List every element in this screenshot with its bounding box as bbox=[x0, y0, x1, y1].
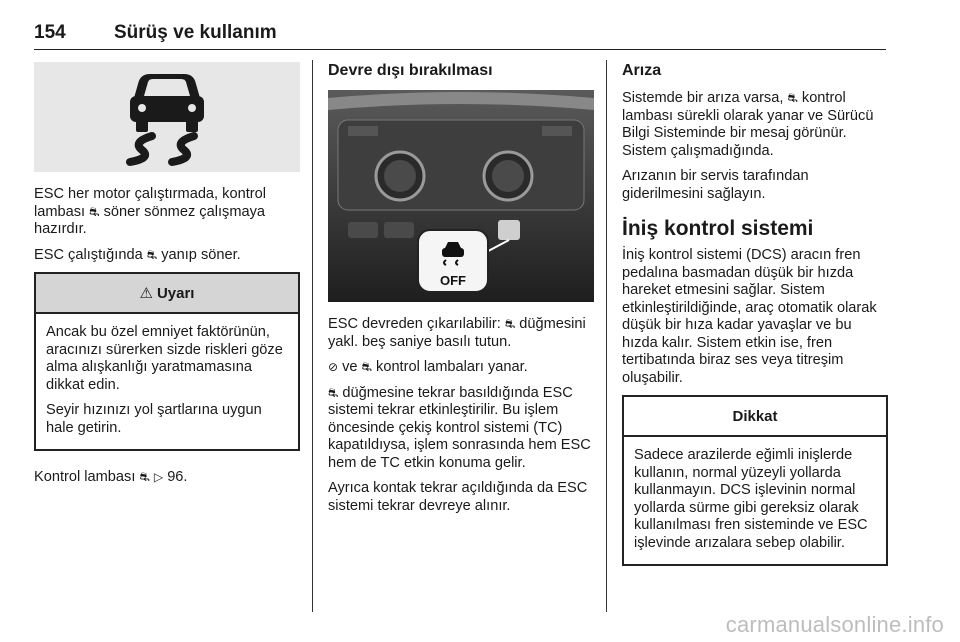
paragraph-fault: Sistemde bir arıza varsa, ⛐ kontrol lambası sürekli olarak yanar ve Sürücü Bilgi Sisteminde bir mesaj görünür. Sistem çalışmadığında. bbox=[622, 90, 874, 159]
page-number: 154 bbox=[34, 22, 66, 43]
tc-off-icon: ⊘ bbox=[328, 360, 339, 374]
heading-fault: Arıza bbox=[622, 62, 662, 79]
column-2 bbox=[328, 62, 594, 523]
caution-box bbox=[622, 395, 888, 566]
esc-indicator-icon: ⛐ bbox=[139, 470, 150, 484]
esc-off-icon: ⛐ bbox=[361, 360, 372, 374]
console-image bbox=[328, 90, 594, 302]
warning-header: ⚠ Uyarı bbox=[36, 274, 298, 314]
esc-off-icon: ⛐ bbox=[328, 385, 339, 400]
paragraph-reactivate: ⛐ düğmesine tekrar basıldığında ESC sistemi tekrar etkinleştirilir. Bu işlem öncesinde çekiş kontrol sistemi (TC) kapatıldıysa, işlem sonrasında hem ESC hem de TC etkin konuma gelir. bbox=[328, 384, 591, 471]
page-reference-icon: ▷ bbox=[153, 470, 164, 484]
paragraph-lamps-on: ⊘ ve ⛐ kontrol lambaları yanar. bbox=[328, 359, 528, 375]
warning-text-1: Ancak bu özel emniyet faktörünün, aracınızı sürerken sizde riskleri göze alma alışkanlığı yaratmamasına dikkat edin. bbox=[46, 324, 283, 393]
paragraph-ignition: Ayrıca kontak tekrar açıldığında da ESC sistemi tekrar devreye alınır. bbox=[328, 480, 588, 514]
warning-body bbox=[36, 314, 298, 449]
warning-box bbox=[34, 272, 300, 451]
paragraph-esc-active: ESC çalıştığında ⛐ yanıp söner. bbox=[34, 246, 241, 263]
column-divider-2 bbox=[606, 60, 607, 612]
esc-off-icon: ⛐ bbox=[504, 317, 516, 331]
paragraph-control-lamp: Kontrol lambası ⛐ ▷ 96. bbox=[34, 469, 188, 485]
esc-indicator-icon: ⛐ bbox=[146, 247, 158, 262]
section-title: Sürüş ve kullanım bbox=[114, 22, 277, 43]
paragraph-dcs: İniş kontrol sistemi (DCS) aracın fren pedalına basmadan düşük bir hızda hareket etmesini sağlar. Sistem etkinleştirildiğinde, araç otomatik olarak düşük bir hıza kadar yavaşlar ve bu hızda kalır. Sistem etkin ise, fren tertibatında biraz ses veya titreşim oluşabilir. bbox=[622, 247, 877, 386]
paragraph-deactivate: ESC devreden çıkarılabilir: ⛐ düğmesini yakl. beş saniye basılı tutun. bbox=[328, 316, 586, 350]
heading-deactivation: Devre dışı bırakılması bbox=[328, 62, 493, 79]
esc-symbol-image bbox=[34, 62, 300, 172]
page-header bbox=[34, 10, 886, 50]
watermark: carmanualsonline.info bbox=[725, 612, 944, 637]
off-label: OFF bbox=[440, 273, 466, 288]
paragraph-service: Arızanın bir servis tarafından giderilmesini sağlayın. bbox=[622, 168, 809, 202]
caution-body bbox=[624, 437, 886, 564]
header-rule bbox=[34, 49, 886, 50]
caution-header: Dikkat bbox=[624, 397, 886, 437]
heading-descent-control: İniş kontrol sistemi bbox=[622, 217, 814, 240]
column-3 bbox=[622, 62, 888, 566]
esc-indicator-icon: ⛐ bbox=[89, 204, 100, 219]
esc-warning-icon bbox=[34, 62, 300, 172]
paragraph-esc-ready: ESC her motor çalıştırmada, kontrol lambası ⛐ söner sönmez çalışmaya hazırdır. bbox=[34, 186, 266, 237]
column-1 bbox=[34, 62, 300, 495]
esc-indicator-icon: ⛐ bbox=[787, 91, 798, 105]
warning-text-2: Seyir hızınızı yol şartlarına uygun hale getirin. bbox=[46, 402, 262, 436]
warning-triangle-icon: ⚠ bbox=[139, 285, 153, 302]
column-divider-1 bbox=[312, 60, 313, 612]
caution-text: Sadece arazilerde eğimli inişlerde kullanın, normal yüzeyli yollarda kullanmayın. DCS işlevinin normal yollarda sürme gibi gereksiz olarak kullanılması fren sisteminde ve ESC işlevinde arızalara sebep olabilir. bbox=[634, 447, 868, 551]
